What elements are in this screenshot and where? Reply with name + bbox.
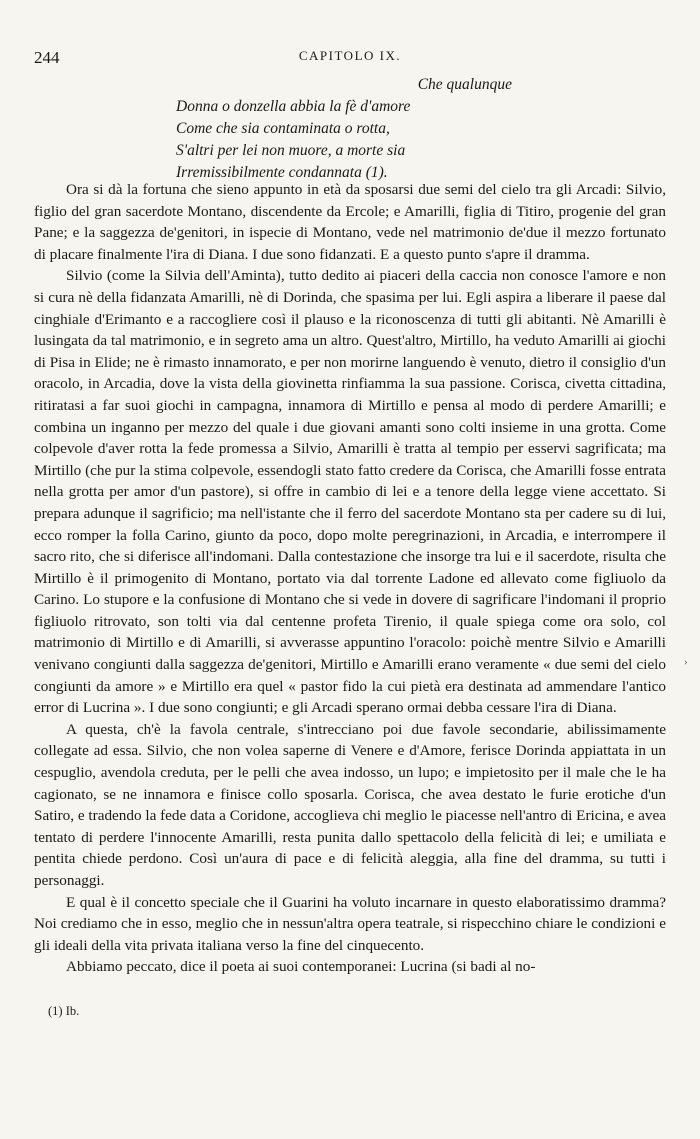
verse-line: Irremissibilmente condannata (1). (176, 164, 388, 181)
verse-line: S'altri per lei non muore, a morte sia (176, 142, 406, 159)
body-text (34, 179, 666, 978)
page-header (34, 48, 666, 68)
verse-epigraph (176, 74, 512, 184)
paragraph: Abbiamo peccato, dice il poeta ai suoi contemporanei: Lucrina (si badi al no- (66, 958, 536, 976)
paragraph: A questa, ch'è la favola centrale, s'intrecciano poi due favole secondarie, abilissimamente collegate ad essa. Silvio, che non volea saperne di Venere e d'Amore, ferisce Dorinda appiattata in un cespuglio, avendola creduta, per le pelli che avea indosso, un lupo; e impietosito per il male che le ha cagionato, se ne innamora e finisce collo sposarla. Corisca, che avea destato le furie erotiche d'un Satiro, e tradendo la fede data a Coridone, accoglieva chi meglio le piacesse nell'antro di Ericina, e avea tentato di perdere l'innocente Amarilli, resta punita dallo spettacolo della felicità di lei; e umiliata e pentita chiede perdono. Così un'aura di pace e di felicità aleggia, alla fine del dramma, su tutti i personaggi. (34, 720, 666, 889)
verse-line: Che qualunque (417, 76, 512, 93)
verse-line: Come che sia contaminata o rotta, (176, 120, 390, 137)
footnote: (1) Ib. (48, 1004, 80, 1018)
paragraph: E qual è il concetto speciale che il Guarini ha voluto incarnare in questo elaboratissimo dramma? Noi crediamo che in esso, meglio che in nessun'altra opera teatrale, si rispecchino chiare le condizioni e gli ideali della vita privata italiana verso la fine del cinquecento. (34, 893, 666, 954)
running-head: CAPITOLO IX. (298, 48, 402, 63)
margin-mark: › (684, 656, 688, 668)
paragraph: Silvio (come la Silvia dell'Aminta), tutto dedito ai piaceri della caccia non conosce l'amore e non si cura nè della fidanzata Amarilli, nè di Dorinda, che spasima per lui. Egli aspira a liberare il paese dal cinghiale d'Erimanto e a raccogliere così il plauso e la riconoscenza di tutti gli abitanti. Nè Amarilli è lusingata da tal matrimonio, e in segreto ama un altro. Quest'altro, Mirtillo, ha veduto Amarilli ai giochi di Pisa in Elide; ne è rimasto innamorato, e per non morirne languendo è venuto, dietro il consiglio d'un oracolo, in Arcadia, dove la vista della giovinetta rinfiamma la sua passione. Corisca, civetta cittadina, ritiratasi a far suoi giochi in campagna, innamora di Mirtillo e pensa al modo di perdere Amarilli; e combina un inganno per mezzo del quale i due giovani amanti sono colti insieme in una grotta. Come colpevole d'aver rotta la fede promessa a Silvio, Amarilli è tratta al tempio per esservi sagrificata; ma Mirtillo (che pur la stima colpevole, essendogli stato fatto credere da Corisca, che Amarilli fosse entrata nella grotta per amor d'un pastore), si offre in cambio di lei e a tenore della legge viene accettato. Si prepara adunque il sagrificio; ma nell'istante che il ferro del sacerdote Montano sta per cadere su di lui, ecco romper la folla Carino, giunto da poco, dopo molte peregrinazioni, in Arcadia, e interrompere il sacro rito, che si diferisce all'indomani. Dalla contestazione che insorge tra lui e il sacerdote, risulta che Mirtillo è il primogenito di Montano, portato via dal torrente Ladone ed allevato come figliuolo da Carino. Lo stupore e la confusione di Montano che si vede in dovere di sagrificare l'indomani il proprio figliuolo ritrovato, son tolti via dal centenne profeta Tirenio, il quale spiega come ora solo, col matrimonio di Mirtillo e di Amarilli, si avverasse appuntino l'oracolo: poichè mentre Silvio e Amarilli venivano congiunti dalla saggezza de'genitori, Mirtillo e Amarilli erano veramente « due semi del cielo congiunti da amore » e Mirtillo era quel « pastor fido la cui pietà era destinata ad ammendare l'antico error di Lucrina ». I due sono congiunti; e gli Arcadi sperano ormai debba cessare l'ira di Diana. (34, 267, 666, 717)
verse-line: Donna o donzella abbia la fè d'amore (176, 98, 411, 115)
page-number: 244 (34, 48, 60, 67)
paragraph: Ora si dà la fortuna che sieno appunto in età da sposarsi due semi del cielo tra gli Arcadi: Silvio, figlio del gran sacerdote Montano, discendente da Ercole; e Amarilli, figlia di Titiro, progenie del gran Pane; e la saggezza de'genitori, in ispecie di Montano, vede nel matrimonio de'due il mezzo fortunato di placare finalmente l'ira di Diana. I due sono fidanzati. E a questo punto s'apre il dramma. (34, 181, 666, 263)
